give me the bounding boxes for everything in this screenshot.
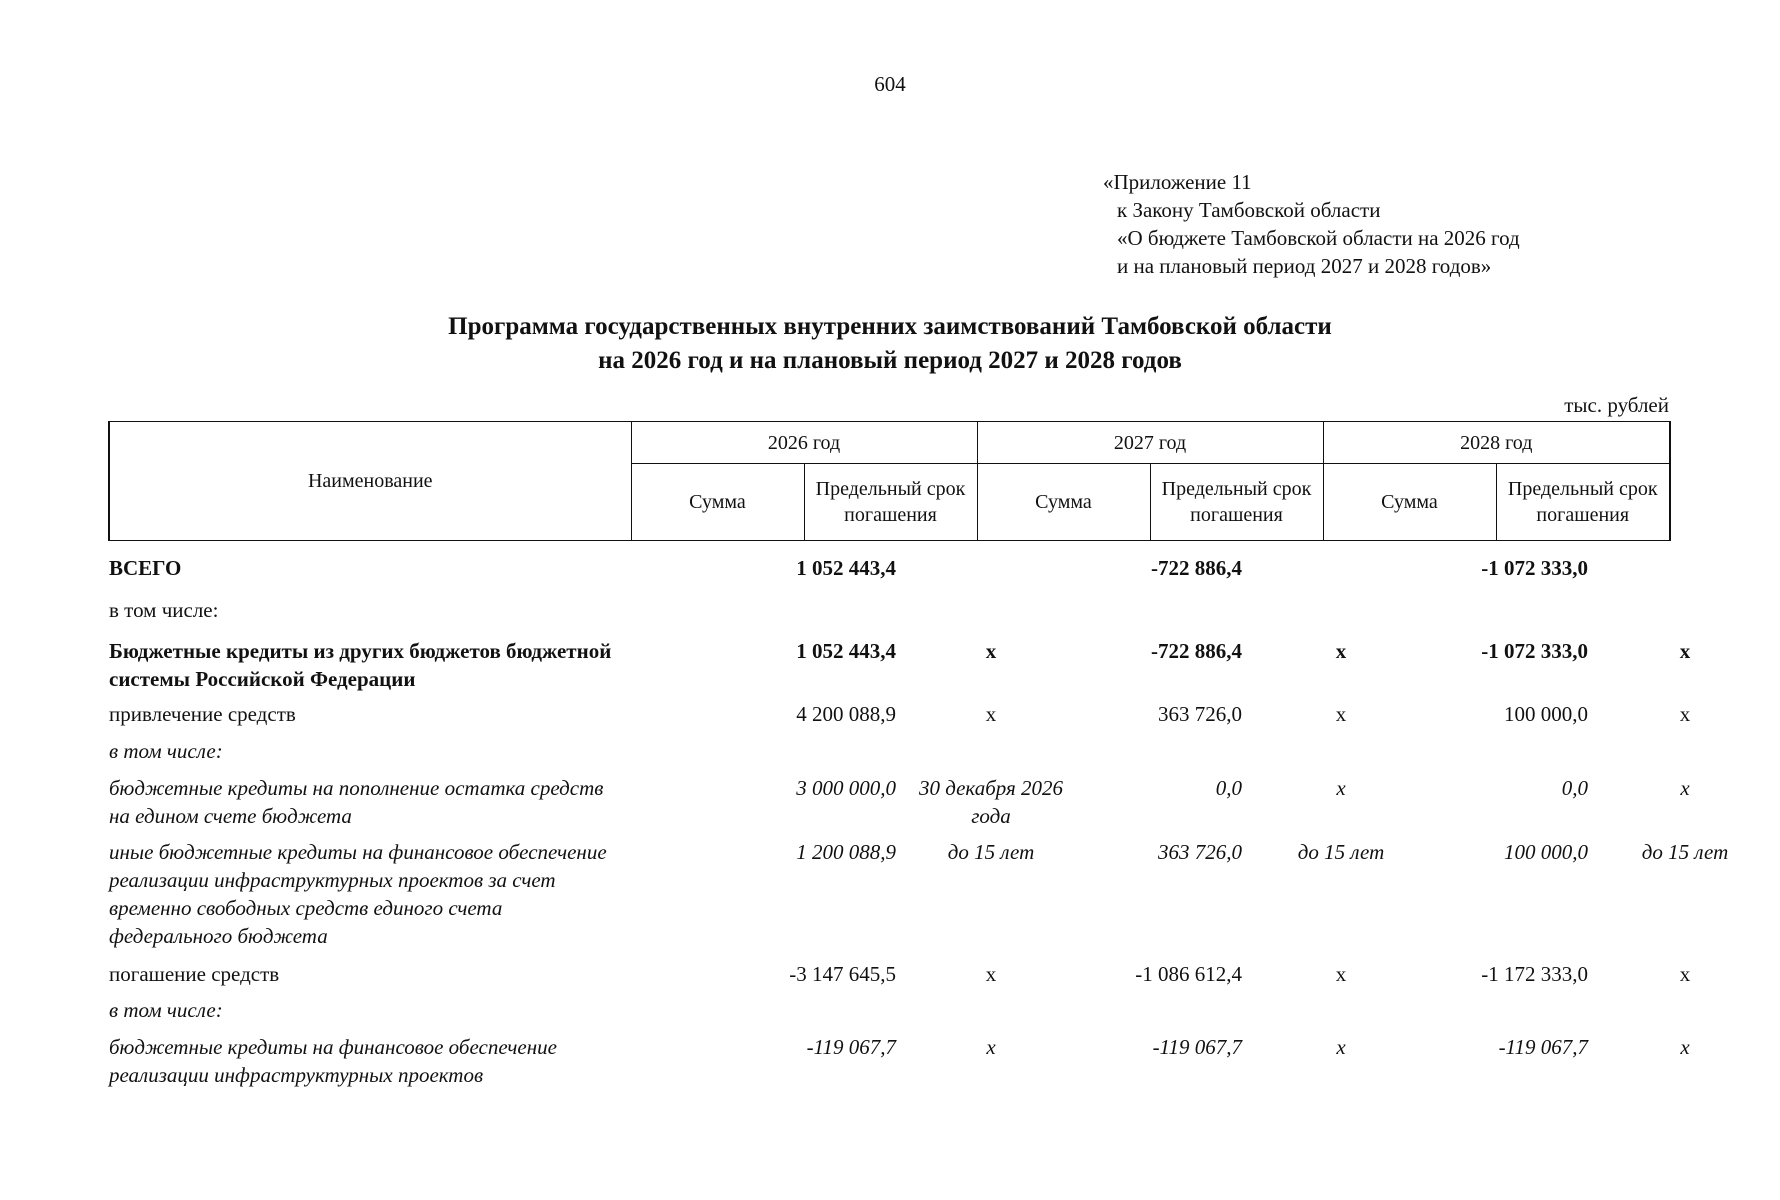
row-deadline-2028: х: [1680, 1035, 1690, 1059]
header-sum: Сумма: [631, 464, 804, 541]
header-year-2026: 2026 год: [631, 422, 977, 464]
header-sum: Сумма: [977, 464, 1150, 541]
page-number: 604: [874, 72, 906, 96]
row-sum-2028: -1 072 333,0: [1481, 556, 1588, 580]
header-deadline: Предельный срок погашения: [1150, 464, 1323, 541]
row-deadline-2026: х: [986, 1035, 996, 1059]
row-sum-2028: -119 067,7: [1498, 1035, 1588, 1059]
table-row: [108, 996, 1669, 1026]
row-name: погашение средств: [109, 962, 280, 986]
row-deadline-2027: х: [1335, 962, 1347, 986]
appendix-line-4: и на плановый период 2027 и 2028 годов»: [1117, 254, 1492, 278]
header-year-2027: 2027 год: [977, 422, 1323, 464]
table-row-budget-credits: [108, 637, 1691, 695]
row-deadline-2027: х: [1336, 1035, 1346, 1059]
row-name: бюджетные кредиты на финансовое обеспечение реализации инфраструктурных проектов: [109, 1035, 557, 1087]
row-deadline-2026: до 15 лет: [947, 840, 1035, 864]
row-sum-2026: -3 147 645,5: [789, 962, 896, 986]
row-deadline-2028: х: [1679, 962, 1691, 986]
table-row-borrowing: [108, 700, 1691, 730]
table-row-infrastructure-repayment: [108, 1033, 1690, 1119]
row-deadline-2028: х: [1679, 702, 1691, 726]
title-line-1: Программа государственных внутренних заимствований Тамбовской области: [448, 313, 1332, 340]
header-name: Наименование: [109, 422, 631, 541]
row-name: в том числе:: [109, 998, 223, 1022]
row-sum-2028: 100 000,0: [1504, 702, 1588, 726]
header-deadline: Предельный срок погашения: [1496, 464, 1670, 541]
row-sum-2027: 0,0: [1215, 776, 1242, 800]
row-deadline-2027: х: [1335, 702, 1347, 726]
row-sum-2026: 4 200 088,9: [796, 702, 896, 726]
row-deadline-2028: х: [1680, 776, 1690, 800]
row-sum-2027: 363 726,0: [1158, 840, 1242, 864]
row-deadline-2028: х: [1679, 639, 1691, 663]
row-sum-2027: 363 726,0: [1158, 702, 1242, 726]
document-title: [0, 310, 1780, 378]
table-row-infrastructure-credits: [108, 838, 1729, 954]
row-deadline-2026: х: [985, 962, 997, 986]
row-name: в том числе:: [109, 739, 223, 763]
title-line-2: на 2026 год и на плановый период 2027 и 2028 годов: [598, 347, 1182, 374]
row-sum-2028: 100 000,0: [1504, 840, 1588, 864]
row-sum-2026: -119 067,7: [806, 1035, 896, 1059]
table-row-total: [108, 554, 1669, 584]
table-header: [108, 421, 1671, 541]
row-sum-2026: 3 000 000,0: [796, 776, 896, 800]
row-name: привлечение средств: [109, 702, 296, 726]
row-sum-2026: 1 052 443,4: [796, 639, 896, 663]
row-sum-2028: -1 072 333,0: [1481, 639, 1588, 663]
row-sum-2028: 0,0: [1561, 776, 1588, 800]
row-deadline-2027: до 15 лет: [1297, 840, 1385, 864]
appendix-line-1: «Приложение 11: [1103, 170, 1252, 194]
row-name: иные бюджетные кредиты на финансовое обеспечение реализации инфраструктурных проектов за счет временно свободных средств единого счета федерального бюджета: [109, 840, 607, 948]
table-row: [108, 596, 1669, 626]
row-name: Бюджетные кредиты из других бюджетов бюджетной системы Российской Федерации: [109, 639, 612, 691]
row-deadline-2027: х: [1336, 776, 1346, 800]
row-sum-2027: -1 086 612,4: [1135, 962, 1242, 986]
row-deadline-2027: х: [1335, 639, 1347, 663]
row-name: в том числе:: [109, 598, 219, 622]
header-sum: Сумма: [1323, 464, 1496, 541]
row-sum-2027: -119 067,7: [1152, 1035, 1242, 1059]
row-sum-2026: 1 052 443,4: [796, 556, 896, 580]
row-sum-2027: -722 886,4: [1151, 639, 1242, 663]
table-row-repayment: [108, 960, 1691, 990]
header-year-2028: 2028 год: [1323, 422, 1670, 464]
appendix-line-2: к Закону Тамбовской области: [1117, 198, 1381, 222]
units-label: тыс. рублей: [1564, 393, 1669, 417]
appendix-caption: [1103, 168, 1520, 280]
row-sum-2026: 1 200 088,9: [796, 840, 896, 864]
row-deadline-2026: х: [985, 639, 997, 663]
table-row-balance-replenishment: [108, 774, 1690, 832]
row-deadline-2026: 30 декабря 2026 года: [918, 776, 1064, 828]
row-sum-2028: -1 172 333,0: [1481, 962, 1588, 986]
appendix-line-3: «О бюджете Тамбовской области на 2026 год: [1117, 226, 1520, 250]
row-deadline-2028: до 15 лет: [1641, 840, 1729, 864]
row-name: ВСЕГО: [109, 556, 182, 580]
row-deadline-2026: х: [985, 702, 997, 726]
table-row: [108, 737, 1669, 767]
header-deadline: Предельный срок погашения: [804, 464, 977, 541]
row-name: бюджетные кредиты на пополнение остатка средств на едином счете бюджета: [109, 776, 604, 828]
row-sum-2027: -722 886,4: [1151, 556, 1242, 580]
